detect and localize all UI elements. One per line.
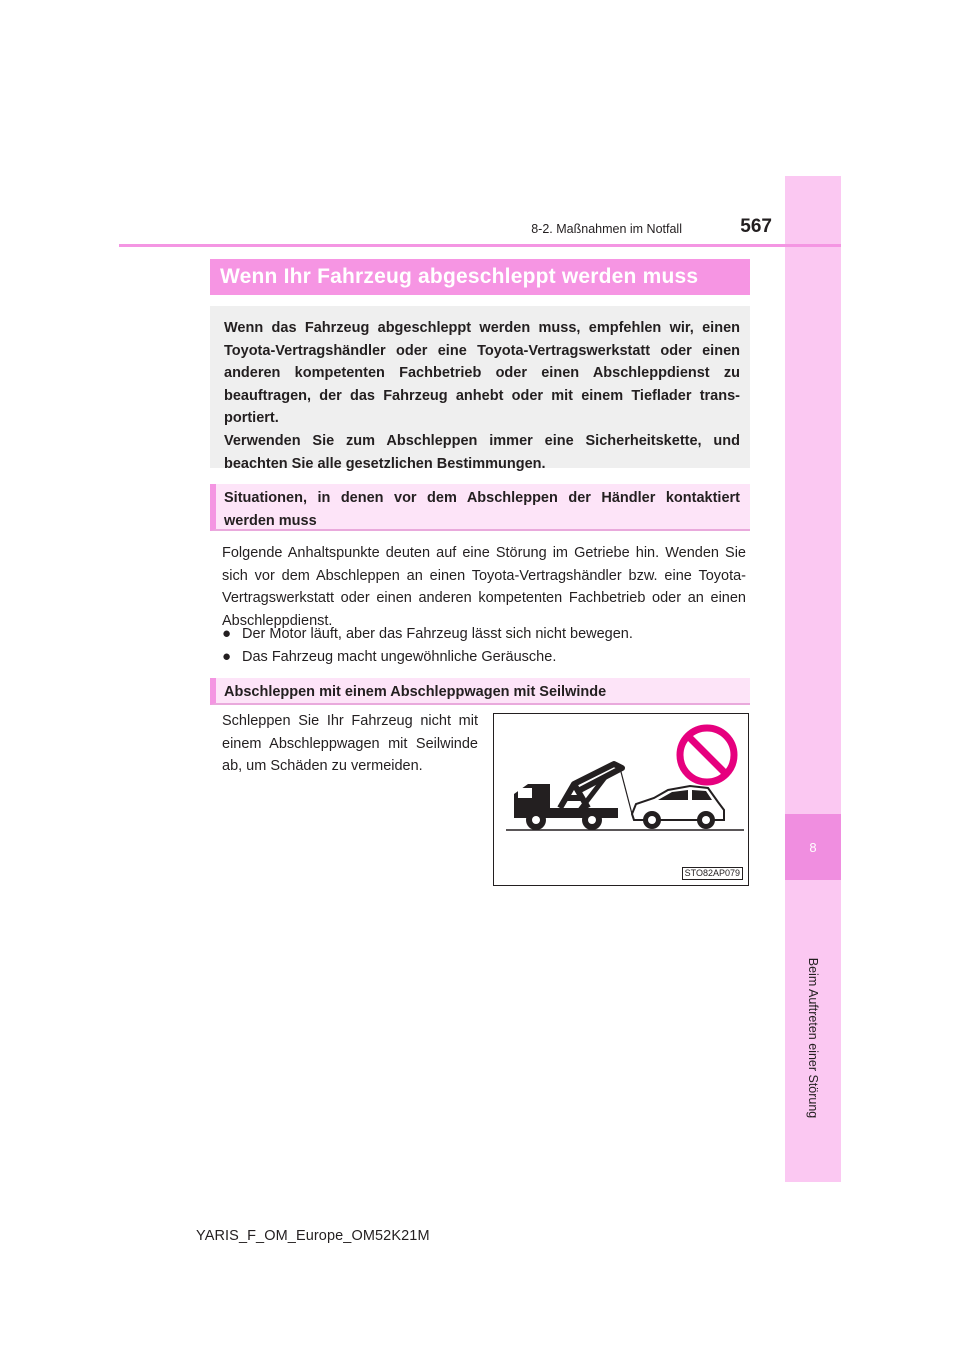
chapter-title-vertical — [805, 957, 821, 1119]
intro-box — [210, 306, 750, 472]
section-heading-dealer — [210, 484, 750, 531]
list-item-text: Das Fahrzeug macht ungewöhnliche Geräusche. — [242, 649, 557, 665]
hubcap — [702, 816, 710, 824]
crane-boom — [560, 764, 622, 808]
figure-label: STO82AP079 — [682, 867, 743, 880]
page-number: 567 — [740, 216, 772, 237]
section-heading-winch — [210, 678, 750, 705]
title-bar — [210, 259, 750, 295]
bullet-dot: ● — [222, 648, 232, 665]
section-body-dealer: Folgende Anhaltspunkte deuten auf eine Störung im Getriebe hin. Wenden Sie sich vor dem Abschleppen an einen Toyota-Vertragshändler bzw. eine Toyota-Vertragswerkstatt oder einen anderen kompetenten Fachbetrieb oder an einen Abschleppdienst. — [222, 545, 746, 629]
intro-text: Wenn das Fahrzeug abgeschleppt werden muss, empfehlen wir, einen Toyota-Vertragshändler oder eine Toyota-Vertragswerkstatt oder einen anderen kompetenten Fachbetrieb oder einen Abschleppdienst zu beauftragen, der das Fahrzeug anhebt oder mit einem Tieflader trans-portiert. — [224, 320, 740, 427]
tow-truck-illustration — [493, 713, 749, 886]
header-section-title: 8-2. Maßnahmen im Notfall — [531, 222, 682, 236]
tow-truck-winch-prohibited-icon — [494, 714, 748, 885]
header-divider — [119, 244, 841, 247]
winch-cable — [620, 768, 632, 814]
chapter-number-box — [785, 814, 841, 880]
hubcap — [588, 816, 596, 824]
section-body-winch: Schleppen Sie Ihr Fahrzeug nicht mit einem Abschleppwagen mit Seilwinde ab, um Schäden zu vermeiden. — [222, 713, 478, 775]
hubcap — [532, 816, 540, 824]
intro-text-2: Verwenden Sie zum Abschleppen immer eine Sicherheitskette, und beachten Sie alle gesetzlichen Bestimmungen. — [224, 432, 740, 472]
hubcap — [648, 816, 656, 824]
page-title: Wenn Ihr Fahrzeug abgeschleppt werden muss — [220, 265, 699, 288]
truck-window — [518, 788, 532, 798]
footer-document-id: YARIS_F_OM_Europe_OM52K21M — [196, 1228, 430, 1244]
bullet-dot: ● — [222, 625, 232, 642]
section-heading-dealer-text: Situationen, in denen vor dem Abschleppen der Händler kontaktiert werden muss — [224, 490, 740, 529]
chapter-title: Beim Auftreten einer Störung — [806, 957, 820, 1119]
list-item — [222, 623, 746, 645]
chapter-number: 8 — [809, 839, 817, 855]
list-item-text: Der Motor läuft, aber das Fahrzeug lässt sich nicht bewegen. — [242, 626, 633, 642]
list-item — [222, 646, 746, 668]
section-heading-winch-text: Abschleppen mit einem Abschleppwagen mit Seilwinde — [224, 684, 607, 700]
prohibition-slash — [688, 736, 726, 774]
